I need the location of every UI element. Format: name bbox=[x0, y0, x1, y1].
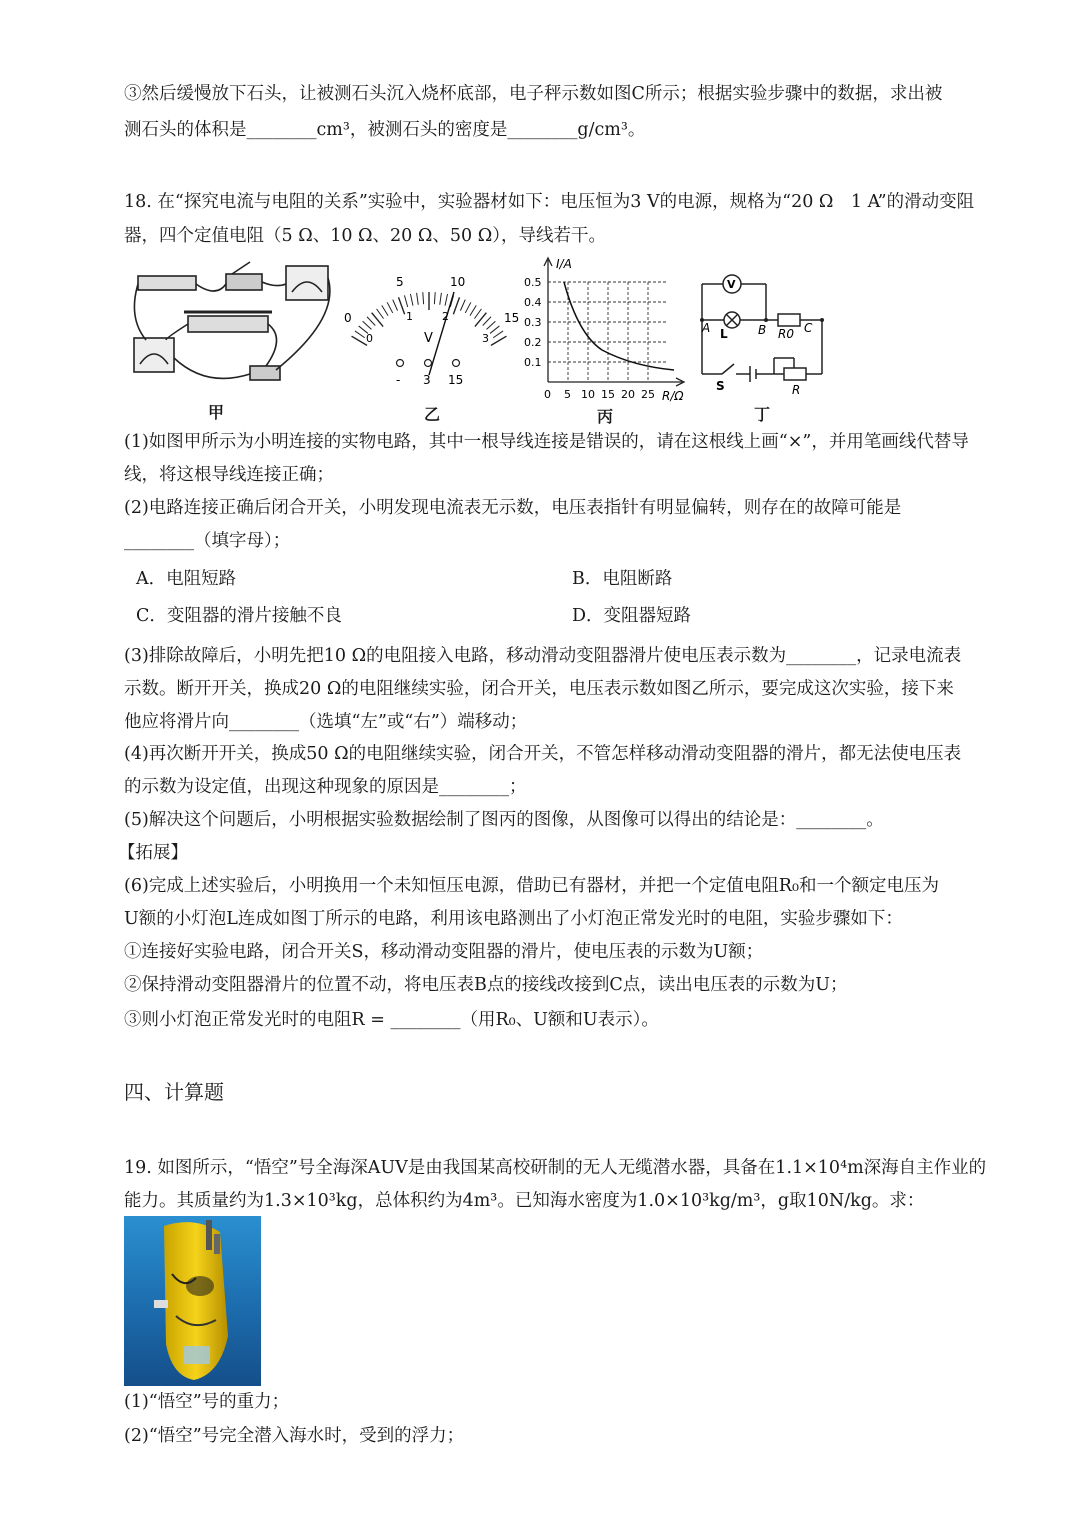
q18-p3-line1: (3)排除故障后，小明先把10 Ω的电阻接入电路，移动滑动变阻器滑片使电压表示数为________，记录电流表 bbox=[124, 646, 962, 666]
q19-p2: (2)“悟空”号完全潜入海水时，受到的浮力； bbox=[124, 1426, 465, 1446]
q19-intro-line2: 能力。其质量约为1.3×10³kg，总体积约为4m³。已知海水密度为1.0×10³kg/m³，g取10N/kg。求： bbox=[124, 1191, 925, 1211]
q18-p6-line1: (6)完成上述实验后，小明换用一个未知恒压电源，借助已有器材，并把一个定值电阻R₀和一个额定电压为 bbox=[124, 876, 939, 896]
vm-bottom-1: 1 bbox=[406, 310, 413, 323]
graph-curve bbox=[564, 282, 674, 370]
terminal-3 bbox=[425, 360, 432, 367]
voltmeter-tick bbox=[490, 326, 499, 333]
voltmeter-tick bbox=[363, 321, 372, 329]
voltmeter-tick bbox=[410, 294, 412, 306]
circuit-label-l: L bbox=[720, 327, 728, 341]
vm-top-5: 5 bbox=[396, 275, 404, 289]
graph-xlabel: R/Ω bbox=[662, 389, 684, 402]
q18-p2-line2: ________（填字母）； bbox=[124, 531, 291, 551]
q18-p1-line2: 线，将这根导线连接正确； bbox=[124, 465, 334, 485]
xtick-15: 15 bbox=[601, 388, 615, 401]
voltmeter-tick bbox=[355, 331, 365, 338]
figure-ding-circuit bbox=[694, 266, 834, 398]
terminal-3-label: 3 bbox=[423, 373, 431, 387]
circuit-label-r: R bbox=[792, 383, 801, 397]
vm-bottom-0: 0 bbox=[366, 332, 373, 345]
q17-step3-line1: ③然后缓慢放下石头，让被测石头沉入烧杯底部，电子秤示数如图C所示；根据实验步骤中的数据，求出被 bbox=[124, 84, 943, 104]
ytick-0.3: 0.3 bbox=[524, 316, 542, 329]
q18-p2-line1: (2)电路连接正确后闭合开关，小明发现电流表无示数，电压表指针有明显偏转，则存在的故障可能是 bbox=[124, 498, 902, 518]
voltmeter-tick bbox=[453, 297, 459, 314]
switch-symbol bbox=[722, 364, 734, 374]
q18-p4-line2: 的示数为设定值，出现这种现象的原因是________； bbox=[124, 777, 527, 797]
voltmeter-tick bbox=[404, 295, 407, 307]
ytick-0.1: 0.1 bbox=[524, 356, 542, 369]
voltmeter-tick bbox=[434, 292, 435, 304]
circuit-label-v: V bbox=[727, 278, 736, 291]
voltmeter-tick bbox=[487, 321, 496, 329]
q18-option-c: C．变阻器的滑片接触不良 bbox=[136, 606, 342, 626]
voltmeter-tick bbox=[474, 309, 481, 319]
figure-bing-label: 丙 bbox=[597, 407, 614, 426]
circuit-label-a: A bbox=[702, 321, 711, 335]
terminal-neg-label: - bbox=[396, 373, 401, 387]
ytick-0.4: 0.4 bbox=[524, 296, 542, 309]
voltmeter-tick bbox=[460, 300, 465, 311]
q18-p1-line1: (1)如图甲所示为小明连接的实物电路，其中一根导线连接是错误的，请在这根线上画“×”，并用笔画线代替导 bbox=[124, 432, 969, 452]
vm-top-15: 15 bbox=[504, 311, 520, 325]
xtick-5: 5 bbox=[564, 388, 571, 401]
xtick-20: 20 bbox=[621, 388, 635, 401]
q18-step2: ②保持滑动变阻器滑片的位置不动，将电压表B点的接线改接到C点，读出电压表的示数为U； bbox=[124, 975, 848, 995]
xtick-0: 0 bbox=[544, 388, 551, 401]
section-4-title: 四、计算题 bbox=[124, 1080, 224, 1104]
voltmeter-tick bbox=[382, 305, 388, 315]
voltmeter-tick bbox=[445, 294, 447, 306]
q18-intro-line2: 器，四个定值电阻（5 Ω、10 Ω、20 Ω、50 Ω），导线若干。 bbox=[124, 226, 606, 246]
q18-option-d: D．变阻器短路 bbox=[572, 606, 692, 626]
vm-bottom-3: 3 bbox=[482, 332, 489, 345]
q18-step1: ①连接好实验电路，闭合开关S，移动滑动变阻器的滑片，使电压表的示数为U额； bbox=[124, 942, 764, 962]
figure-jia-label: 甲 bbox=[208, 403, 225, 422]
q18-step3: ③则小灯泡正常发光时的电阻R = ________（用R₀、U额和U表示）。 bbox=[124, 1010, 659, 1030]
rheostat-symbol bbox=[784, 368, 806, 380]
voltmeter-tick bbox=[465, 302, 471, 313]
xtick-10: 10 bbox=[581, 388, 595, 401]
q18-p3-line3: 他应将滑片向________（选填“左”或“右”）端移动； bbox=[124, 712, 528, 732]
terminal-15-label: 15 bbox=[448, 373, 464, 387]
voltmeter-tick bbox=[493, 331, 503, 338]
q18-option-a: A．电阻短路 bbox=[136, 569, 237, 589]
figure-ding-label: 丁 bbox=[754, 405, 771, 424]
q17-step3-line2: 测石头的体积是________cm³，被测石头的密度是________g/cm³。 bbox=[124, 120, 646, 140]
vm-top-10: 10 bbox=[450, 275, 466, 289]
voltmeter-tick bbox=[470, 305, 476, 315]
voltmeter-tick bbox=[367, 317, 375, 326]
auv-wukong-photo bbox=[124, 1216, 261, 1386]
voltmeter-tick bbox=[483, 317, 491, 326]
vm-top-0: 0 bbox=[344, 311, 352, 325]
circuit-label-b: B bbox=[758, 323, 767, 337]
voltmeter-tick bbox=[440, 293, 442, 305]
ytick-0.2: 0.2 bbox=[524, 336, 542, 349]
voltmeter-tick bbox=[399, 297, 405, 314]
circuit-label-c: C bbox=[804, 321, 813, 335]
q18-option-b: B．电阻断路 bbox=[572, 569, 673, 589]
voltmeter-tick bbox=[393, 300, 398, 311]
q18-p5: (5)解决这个问题后，小明根据实验数据绘制了图丙的图像，从图像可以得出的结论是：________。 bbox=[124, 810, 884, 830]
circuit-label-s: S bbox=[716, 379, 725, 393]
q18-p3-line2: 示数。断开开关，换成20 Ω的电阻继续实验，闭合开关，电压表示数如图乙所示，要完成这次实验，接下来 bbox=[124, 679, 954, 699]
q19-intro-line1: 19. 如图所示，“悟空”号全海深AUV是由我国某高校研制的无人无缆潜水器，具备在1.1×10⁴m深海自主作业的 bbox=[124, 1158, 987, 1178]
graph-ylabel: I/A bbox=[556, 257, 572, 271]
terminal-15 bbox=[453, 360, 460, 367]
ytick-0.5: 0.5 bbox=[524, 276, 542, 289]
r0-symbol bbox=[778, 314, 800, 326]
q19-p1: (1)“悟空”号的重力； bbox=[124, 1392, 290, 1412]
voltmeter-tick bbox=[377, 309, 384, 319]
vm-bottom-2: 2 bbox=[442, 310, 449, 323]
vm-unit: V bbox=[424, 331, 433, 346]
figure-jia-physical-circuit bbox=[126, 258, 336, 390]
figure-yi-voltmeter bbox=[338, 270, 520, 388]
extension-title: 【拓展】 bbox=[118, 843, 188, 863]
q18-p4-line1: (4)再次断开开关，换成50 Ω的电阻继续实验，闭合开关，不管怎样移动滑动变阻器的滑片，都无法使电压表 bbox=[124, 744, 962, 764]
circuit-label-r0: R0 bbox=[778, 327, 794, 341]
xtick-25: 25 bbox=[641, 388, 655, 401]
q18-intro-line1: 18. 在“探究电流与电阻的关系”实验中，实验器材如下：电压恒为3 V的电源，规格为“20 Ω 1 A”的滑动变阻 bbox=[124, 192, 975, 212]
voltmeter-tick bbox=[423, 292, 424, 304]
figure-yi-label: 乙 bbox=[424, 405, 441, 424]
voltmeter-tick bbox=[417, 293, 419, 305]
voltmeter-tick bbox=[387, 302, 393, 313]
terminal-neg bbox=[397, 360, 404, 367]
figure-bing-graph bbox=[522, 254, 690, 402]
q18-p6-line2: U额的小灯泡L连成如图丁所示的电路，利用该电路测出了小灯泡正常发光时的电阻，实验步骤如下： bbox=[124, 909, 903, 929]
